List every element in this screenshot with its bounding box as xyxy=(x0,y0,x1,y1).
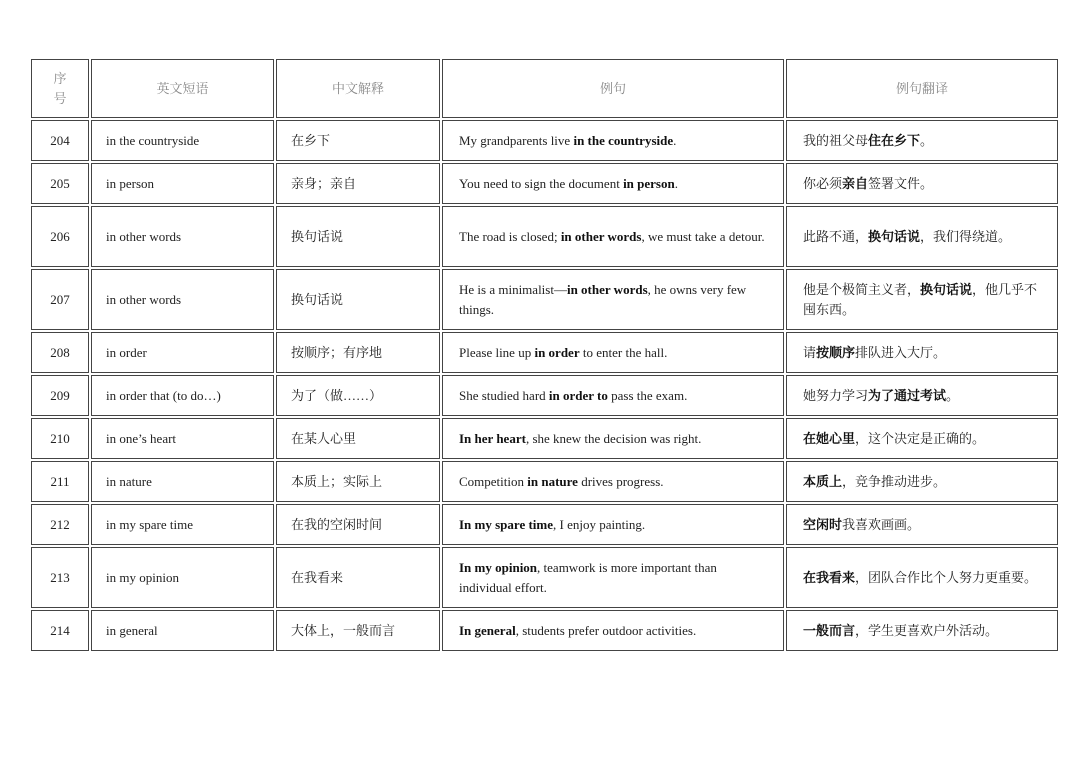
meaning-cell: 换句话说 xyxy=(276,206,440,267)
phrase-cell: in my opinion xyxy=(91,547,274,608)
translation-cell xyxy=(786,547,1058,608)
row-number: 205 xyxy=(31,163,89,204)
row-number: 211 xyxy=(31,461,89,502)
row-number: 213 xyxy=(31,547,89,608)
translation-cell xyxy=(786,504,1058,545)
tr-text: 我喜欢画画。 xyxy=(842,516,921,532)
header-number xyxy=(31,59,89,118)
translation-cell xyxy=(786,206,1058,267)
table-row xyxy=(31,547,1058,608)
ex-text: He is a minimalist— xyxy=(459,281,567,297)
ex-highlight: in order xyxy=(534,344,580,360)
table-row xyxy=(31,269,1058,330)
example-cell xyxy=(442,504,784,545)
ex-highlight: in nature xyxy=(527,473,578,489)
tr-text: 签署文件。 xyxy=(868,175,934,191)
example-cell xyxy=(442,269,784,330)
meaning-cell: 为了（做……） xyxy=(276,375,440,416)
example-cell xyxy=(442,332,784,373)
tr-text: ，学生更喜欢户外活动。 xyxy=(855,622,999,638)
table-row xyxy=(31,332,1058,373)
example-cell xyxy=(442,610,784,651)
ex-text: Please line up xyxy=(459,344,535,360)
ex-text: drives progress. xyxy=(577,473,664,489)
tr-text: 排队进入大厅。 xyxy=(855,344,947,360)
tr-highlight: 本质上 xyxy=(803,473,843,489)
ex-text: , he owns very few things. xyxy=(459,281,747,317)
tr-text: ，他几乎不囤东西。 xyxy=(803,281,1038,317)
ex-text: , teamwork is more important than individual effort. xyxy=(459,559,717,595)
meaning-cell: 大体上，一般而言 xyxy=(276,610,440,651)
header-phrase: 英文短语 xyxy=(91,59,274,118)
meaning-cell: 亲身；亲自 xyxy=(276,163,440,204)
example-cell xyxy=(442,418,784,459)
tr-text: ，竞争推动进步。 xyxy=(842,473,947,489)
ex-text: pass the exam. xyxy=(607,387,688,403)
translation-cell xyxy=(786,375,1058,416)
ex-text: The road is closed; xyxy=(459,228,561,244)
meaning-cell: 在乡下 xyxy=(276,120,440,161)
row-number: 214 xyxy=(31,610,89,651)
translation-cell xyxy=(786,163,1058,204)
ex-text: , we must take a detour. xyxy=(641,228,765,244)
ex-text: You need to sign the document xyxy=(459,175,624,191)
tr-highlight: 在她心里 xyxy=(803,430,856,446)
ex-highlight: In her heart xyxy=(459,430,526,446)
tr-highlight: 换句话说 xyxy=(868,228,921,244)
phrase-cell: in order xyxy=(91,332,274,373)
tr-highlight: 空闲时 xyxy=(803,516,843,532)
ex-highlight: In general xyxy=(459,622,516,638)
phrase-cell: in other words xyxy=(91,269,274,330)
tr-text: 她努力学习 xyxy=(803,387,869,403)
tr-text: 。 xyxy=(946,387,960,403)
example-cell xyxy=(442,206,784,267)
header-translation: 例句翻译 xyxy=(786,59,1058,118)
translation-cell xyxy=(786,269,1058,330)
tr-text: 。 xyxy=(920,132,934,148)
table-row xyxy=(31,504,1058,545)
tr-highlight: 换句话说 xyxy=(920,281,973,297)
ex-highlight: In my opinion xyxy=(459,559,538,575)
row-number: 206 xyxy=(31,206,89,267)
table-row xyxy=(31,120,1058,161)
example-cell xyxy=(442,461,784,502)
phrase-cell: in my spare time xyxy=(91,504,274,545)
tr-highlight: 一般而言 xyxy=(803,622,856,638)
row-number: 212 xyxy=(31,504,89,545)
meaning-cell: 本质上；实际上 xyxy=(276,461,440,502)
header-meaning: 中文解释 xyxy=(276,59,440,118)
tr-text: 他是个极简主义者， xyxy=(803,281,921,297)
row-number: 204 xyxy=(31,120,89,161)
row-number: 207 xyxy=(31,269,89,330)
table-row xyxy=(31,610,1058,651)
translation-cell xyxy=(786,332,1058,373)
example-cell xyxy=(442,375,784,416)
phrase-cell: in person xyxy=(91,163,274,204)
meaning-cell: 在我看来 xyxy=(276,547,440,608)
table-row xyxy=(31,163,1058,204)
tr-highlight: 为了通过考试 xyxy=(868,387,947,403)
translation-cell xyxy=(786,610,1058,651)
translation-cell xyxy=(786,418,1058,459)
phrase-table xyxy=(29,57,1060,653)
ex-text: , students prefer outdoor activities. xyxy=(515,622,697,638)
ex-text: , she knew the decision was right. xyxy=(525,430,702,446)
translation-cell xyxy=(786,461,1058,502)
ex-highlight: in person xyxy=(623,175,675,191)
header-number-line1: 序 xyxy=(53,70,67,86)
header-row xyxy=(31,59,1058,118)
tr-text: 此路不通， xyxy=(803,228,869,244)
tr-text: 请 xyxy=(803,344,817,360)
phrase-cell: in general xyxy=(91,610,274,651)
row-number: 209 xyxy=(31,375,89,416)
phrase-cell: in order that (to do…) xyxy=(91,375,274,416)
phrase-cell: in the countryside xyxy=(91,120,274,161)
meaning-cell: 按顺序；有序地 xyxy=(276,332,440,373)
tr-highlight: 按顺序 xyxy=(816,344,856,360)
tr-text: ，这个决定是正确的。 xyxy=(855,430,986,446)
meaning-cell: 在某人心里 xyxy=(276,418,440,459)
tr-highlight: 在我看来 xyxy=(803,569,856,585)
tr-highlight: 住在乡下 xyxy=(868,132,921,148)
ex-text: My grandparents live xyxy=(459,132,574,148)
row-number: 208 xyxy=(31,332,89,373)
ex-text: . xyxy=(674,175,678,191)
ex-highlight: in the countryside xyxy=(573,132,674,148)
translation-cell xyxy=(786,120,1058,161)
example-cell xyxy=(442,163,784,204)
table-row xyxy=(31,206,1058,267)
tr-text: 你必须 xyxy=(803,175,843,191)
ex-highlight: in other words xyxy=(560,228,642,244)
header-number-line2: 号 xyxy=(53,90,67,106)
ex-text: to enter the hall. xyxy=(579,344,668,360)
header-example: 例句 xyxy=(442,59,784,118)
tr-text: ，团队合作比个人努力更重要。 xyxy=(855,569,1038,585)
table-row xyxy=(31,418,1058,459)
phrase-cell: in one’s heart xyxy=(91,418,274,459)
ex-text: Competition xyxy=(459,473,528,489)
phrase-cell: in other words xyxy=(91,206,274,267)
tr-text: ，我们得绕道。 xyxy=(920,228,1012,244)
phrase-cell: in nature xyxy=(91,461,274,502)
ex-text: , I enjoy painting. xyxy=(553,516,646,532)
table-row xyxy=(31,461,1058,502)
ex-text: She studied hard xyxy=(459,387,549,403)
example-cell xyxy=(442,547,784,608)
meaning-cell: 换句话说 xyxy=(276,269,440,330)
tr-text: 我的祖父母 xyxy=(803,132,869,148)
tr-highlight: 亲自 xyxy=(842,175,869,191)
ex-text: . xyxy=(673,132,677,148)
ex-highlight: in order to xyxy=(548,387,608,403)
meaning-cell: 在我的空闲时间 xyxy=(276,504,440,545)
ex-highlight: In my spare time xyxy=(459,516,554,532)
ex-highlight: in other words xyxy=(566,281,648,297)
table-row xyxy=(31,375,1058,416)
row-number: 210 xyxy=(31,418,89,459)
example-cell xyxy=(442,120,784,161)
